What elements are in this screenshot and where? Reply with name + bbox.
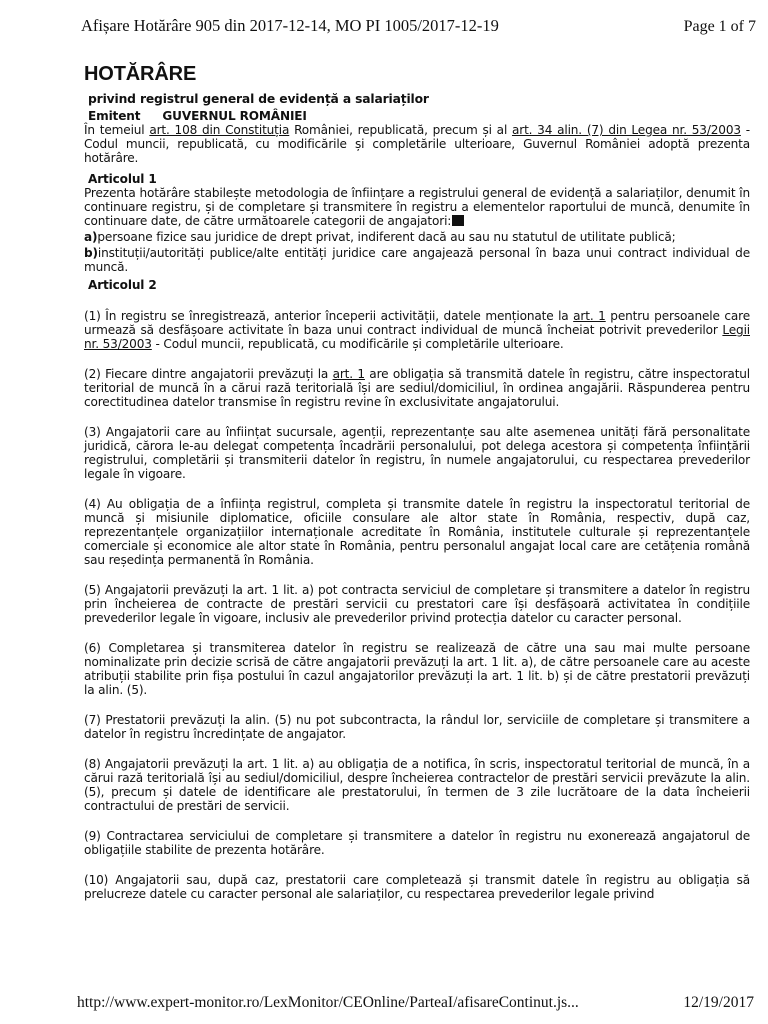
para-2-text-b: are obligația să transmită datele în registru, către inspectoratul teritorial de muncă în a cărui rază teritorială își are sediul/domiciliul, în ordinea angajării. Răspunderea pentru corectitudinea datelor transmise în registru revine în exclusivitate angajatorului.	[84, 367, 751, 409]
print-header-title: Afișare Hotărâre 905 din 2017-12-14, MO PI 1005/2017-12-19	[81, 16, 499, 35]
article-1-item-b	[84, 246, 750, 274]
para-1-text-c: - Codul muncii, republicată, cu modificările și completările ulterioare.	[151, 337, 564, 351]
issuer-row	[88, 109, 750, 123]
item-letter: b)	[84, 246, 98, 260]
article-2-para-8: (8) Angajatorii prevăzuți la art. 1 lit. a) au obligația de a notifica, în scris, inspectoratul teritorial de muncă, în a cărui rază teritorială își au sediul/domiciliul, despre încheierea contractelor de prestări servicii prevăzute la alin. (5), precum și datele de identificare ale prestatorului, în termen de 3 zile lucrătoare de la data încheierii contractului de prestări de servicii.	[84, 757, 750, 813]
document-title: HOTĂRÂRE	[84, 63, 197, 85]
intro-text-1: În temeiul	[84, 123, 150, 137]
para-1-text-b: pentru persoanele care urmează să desfășoare activitate în baza unui contract individual de muncă încheiat potrivit prevederilor	[84, 309, 750, 337]
article-2-para-3: (3) Angajatorii care au înființat sucursale, agenții, reprezentanțe sau alte asemenea unități fără personalitate juridică, cărora le-au delegat competența încadrării personalului, pot delega acestora și competența înființării registrului, completării și transmiterii datelor în registru, în numele angajatorului, cu respectarea prevederilor legale în vigoare.	[84, 425, 750, 481]
intro-text-2: României, republicată, precum și al	[289, 123, 512, 137]
issuer-value: GUVERNUL ROMÂNIEI	[162, 109, 307, 123]
article-1-body: Prezenta hotărâre stabilește metodologia de înființare a registrului general de evidență a salariaților, denumit în continuare registru, și de completare și transmitere în registru a elementelor raportului de muncă, denumite în continuare date, de către următoarele categorii de angajatori:	[84, 186, 750, 228]
item-letter: a)	[84, 230, 98, 244]
article-1-heading: Articolul 1	[88, 172, 157, 186]
page-number: Page 1 of 7	[683, 18, 756, 35]
link-law-53-2003-art-34[interactable]: art. 34 alin. (7) din Legea nr. 53/2003	[511, 123, 741, 137]
article-2-para-2	[84, 367, 750, 409]
article-2-para-1	[84, 309, 750, 351]
issuer-label: Emitent	[88, 109, 141, 123]
article-1-text	[84, 186, 750, 228]
item-text: persoane fizice sau juridice de drept privat, indiferent dacă au sau nu statutul de utilitate publică;	[97, 230, 676, 244]
article-1-item-a	[84, 230, 750, 244]
para-1-text-a: (1) În registru se înregistrează, anterior începerii activității, datele menționate la	[84, 309, 574, 323]
link-art-1[interactable]: art. 1	[332, 367, 365, 381]
document-subtitle: privind registrul general de evidență a salariaților	[88, 92, 429, 106]
link-constitution-art-108[interactable]: art. 108 din Constituția	[149, 123, 290, 137]
link-law-53-2003[interactable]: Legii nr. 53/2003	[84, 323, 750, 351]
text-cursor-block	[452, 215, 464, 226]
intro-paragraph	[84, 123, 750, 165]
link-art-1[interactable]: art. 1	[573, 309, 606, 323]
article-2-para-7: (7) Prestatorii prevăzuți la alin. (5) nu pot subcontracta, la rândul lor, serviciile de completare și transmitere a datelor în registru încredințate de angajator.	[84, 713, 750, 741]
article-2-para-9: (9) Contractarea serviciului de completare și transmitere a datelor în registru nu exonerează angajatorul de obligațiile stabilite de prezenta hotărâre.	[84, 829, 750, 857]
article-2-para-6: (6) Completarea și transmiterea datelor în registru se realizează de către una sau mai multe persoane nominalizate prin decizie scrisă de către angajatorii prevăzuți la art. 1 lit. a), de către persoanele care au aceste atribuții stabilite prin fișa postului în cazul angajatorilor prevăzuți la art. 1 lit. b) și de către prestatorii prevăzuți la alin. (5).	[84, 641, 750, 697]
intro-text-3: - Codul muncii, republicată, cu modificările și completările ulterioare, Guvernul României adoptă prezenta hotărâre.	[84, 123, 750, 165]
article-2-para-10: (10) Angajatorii sau, după caz, prestatorii care completează și transmit datele în registru au obligația să prelucreze datele cu caracter personal ale salariaților, cu respectarea prevederilor legale privind	[84, 873, 750, 901]
article-2-heading: Articolul 2	[88, 278, 157, 292]
item-text: instituții/autorități publice/alte entități juridice care angajează personal în baza unui contract individual de muncă.	[84, 246, 750, 274]
document-body	[84, 62, 750, 917]
para-2-text-a: (2) Fiecare dintre angajatorii prevăzuți la	[84, 367, 333, 381]
footer-date: 12/19/2017	[683, 994, 754, 1011]
article-2-para-5: (5) Angajatorii prevăzuți la art. 1 lit. a) pot contracta serviciul de completare și transmitere a datelor în registru prin încheierea de contracte de prestări servicii cu prestatori care își desfășoară activitatea în condițiile prevederilor legale în vigoare, inclusiv ale prevederilor privind protecția datelor cu caracter personal.	[84, 583, 750, 625]
footer-url: http://www.expert-monitor.ro/LexMonitor/CEOnline/ParteaI/afisareContinut.js...	[77, 994, 579, 1011]
article-2-para-4: (4) Au obligația de a înființa registrul, completa și transmite datele în registru la inspectoratul teritorial de muncă și misiunile diplomatice, oficiile consulare ale altor state în România, respectiv, după caz, reprezentanțele organizațiilor internaționale acreditate în România, institutele culturale și reprezentanțele comerciale și economice ale altor state în România, pentru personalul angajat local care are cetățenia română sau reședința permanentă în România.	[84, 497, 750, 567]
